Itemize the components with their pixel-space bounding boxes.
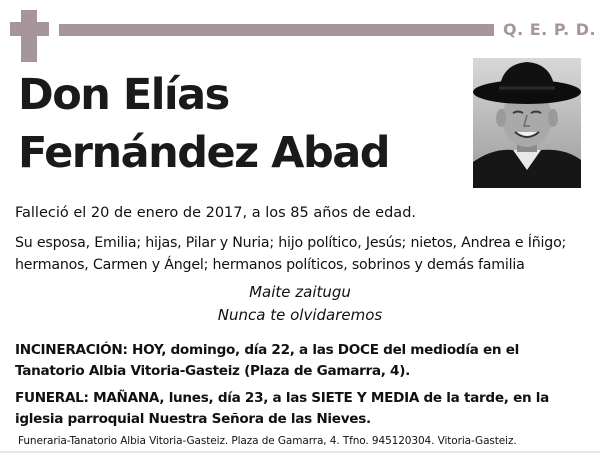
cremation-line-2: Tanatorio Albia Vitoria-Gasteiz (Plaza de Gamarra, 4). bbox=[15, 363, 410, 379]
qepd-label: Q. E. P. D. bbox=[503, 20, 597, 39]
name-line-1: Don Elías bbox=[18, 70, 229, 120]
funeral-details bbox=[15, 388, 549, 430]
death-notice: Falleció el 20 de enero de 2017, a los 85 años de edad. bbox=[15, 205, 417, 221]
verse-line-2: Nunca te olvidaremos bbox=[217, 306, 383, 324]
cross-vertical-bar bbox=[21, 10, 37, 62]
header-divider bbox=[59, 24, 494, 36]
portrait-photo bbox=[473, 58, 581, 188]
family-list bbox=[15, 232, 566, 276]
verse-line-1: Maite zaitugu bbox=[249, 283, 351, 301]
funeral-line-1: FUNERAL: MAÑANA, lunes, día 23, a las SIETE Y MEDIA de la tarde, en la bbox=[15, 390, 550, 406]
deceased-name bbox=[18, 66, 389, 182]
family-line-1: Su esposa, Emilia; hijas, Pilar y Nuria; hijo político, Jesús; nietos, Andrea e Íñigo; bbox=[15, 235, 567, 251]
cremation-line-1: INCINERACIÓN: HOY, domingo, día 22, a las DOCE del mediodía en el bbox=[15, 342, 519, 358]
funeral-home-footer: Funeraria-Tanatorio Albia Vitoria-Gasteiz. Plaza de Gamarra, 4. Tfno. 945120304. Vitoria-Gasteiz. bbox=[18, 435, 517, 447]
name-line-2: Fernández Abad bbox=[18, 128, 390, 178]
portrait-illustration bbox=[473, 58, 581, 188]
cremation-details bbox=[15, 340, 519, 382]
funeral-line-2: iglesia parroquial Nuestra Señora de las Nieves. bbox=[15, 411, 371, 427]
cross-horizontal-bar bbox=[10, 22, 49, 36]
family-line-2: hermanos, Carmen y Ángel; hermanos políticos, sobrinos y demás familia bbox=[15, 257, 525, 273]
bottom-divider bbox=[0, 451, 600, 453]
